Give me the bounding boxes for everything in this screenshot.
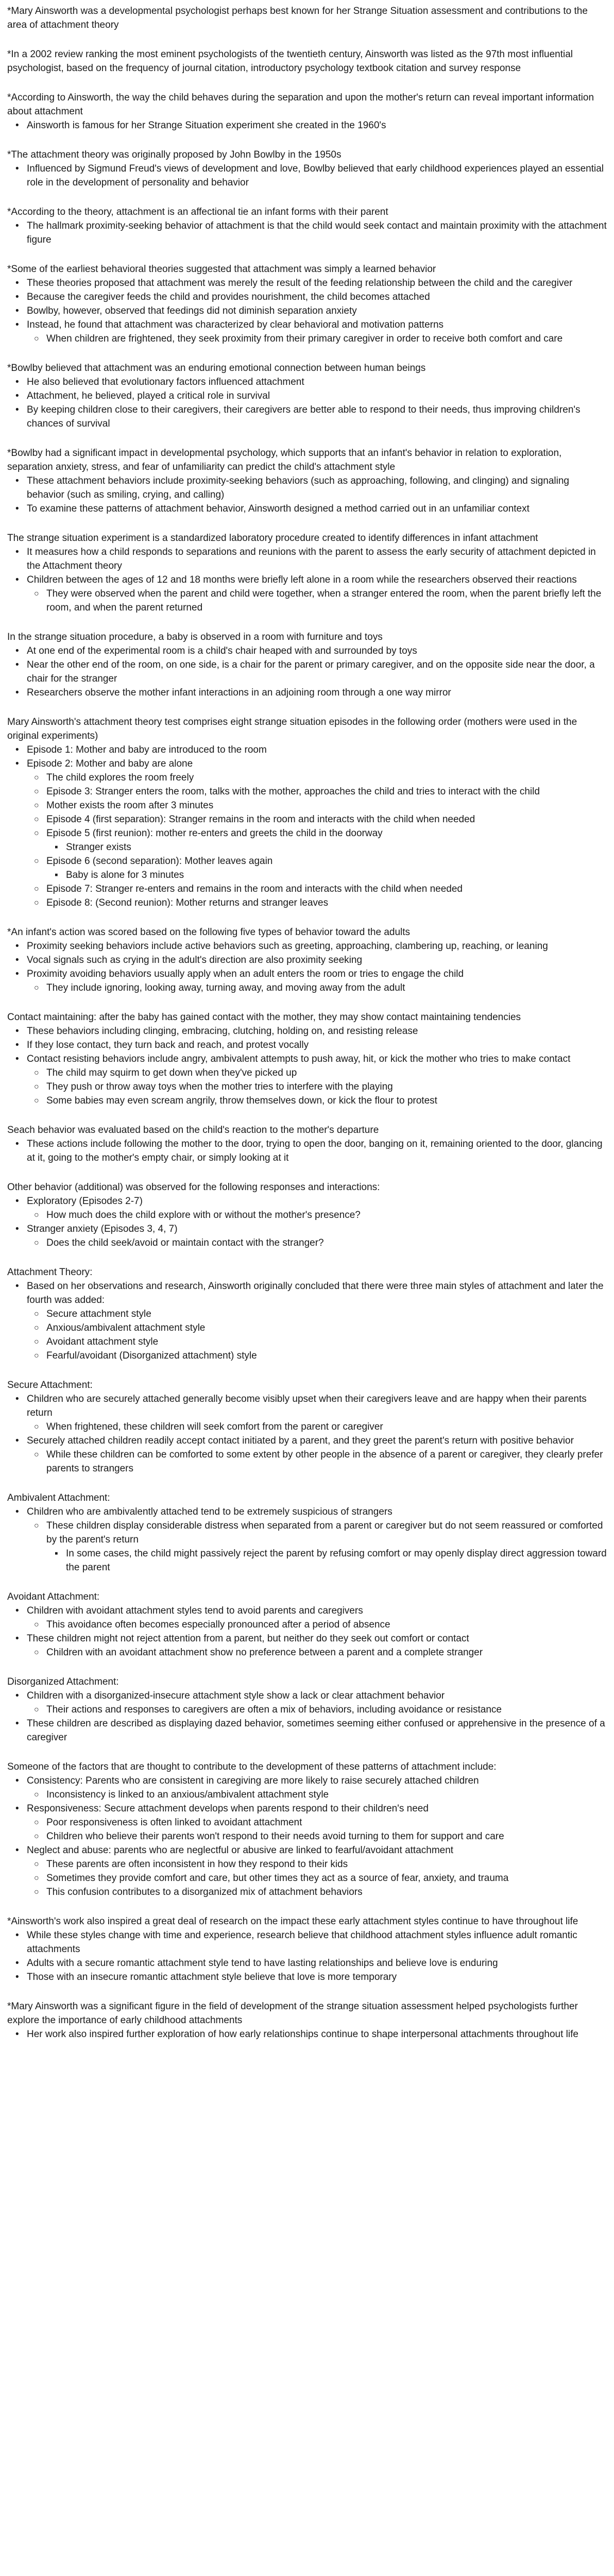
bullet-list-level-1 [7,219,607,247]
bullet-text: Children between the ages of 12 and 18 months were briefly left alone in a room while the researchers observed their reactions [27,574,577,585]
note-block [7,1675,607,1744]
bullet-item [27,375,607,389]
bullet-item [46,1080,607,1094]
bullet-text: Neglect and abuse: parents who are neglectful or abusive are linked to fearful/avoidant attachment [27,1845,454,1856]
note-paragraph: Contact maintaining: after the baby has gained contact with the mother, they may show contact maintaining tendencies [7,1012,521,1023]
bullet-text: Because the caregiver feeds the child and provides nourishment, the child becomes attached [27,292,430,302]
bullet-item [27,1052,607,1108]
note-paragraph: Avoidant Attachment: [7,1591,100,1602]
note-paragraph: The strange situation experiment is a standardized laboratory procedure created to identify differences in infant attachment [7,533,538,544]
note-paragraph: Disorganized Attachment: [7,1676,119,1687]
bullet-text: These parents are often inconsistent in how they respond to their kids [46,1859,348,1870]
note-paragraph: *Ainsworth's work also inspired a great deal of research on the impact these early attachment styles continue to have throughout life [7,1916,578,1927]
bullet-text: These actions include following the mother to the door, trying to open the door, banging on it, remaining oriented to the door, glancing at it, going to the mother's empty chair, or simply looking at it [27,1139,603,1163]
bullet-text: Her work also inspired further exploration of how early relationships continue to shape interpersonal attachments throughout life [27,2029,578,2040]
note-block [7,205,607,247]
bullet-list-level-2 [27,1448,607,1476]
bullet-text: Episode 6 (second separation): Mother leaves again [46,856,273,867]
bullet-item [46,1066,607,1080]
bullet-item [46,1703,607,1717]
note-paragraph: Someone of the factors that are thought to contribute to the development of these patterns of attachment include: [7,1761,497,1772]
note-block [7,262,607,346]
bullet-text: Near the other end of the room, on one side, is a chair for the parent or primary caregiver, and on the opposite side near the door, a chair for the stranger [27,659,595,684]
bullet-item [27,644,607,658]
bullet-item [27,1505,607,1574]
bullet-list-level-2 [27,1066,607,1108]
bullet-text: These children might not reject attention from a parent, but neither do they seek out comfort or contact [27,1633,469,1644]
bullet-list-level-2 [27,1420,607,1434]
bullet-list-level-2 [27,1307,607,1363]
bullet-text: The child explores the room freely [46,772,194,783]
bullet-item [27,318,607,346]
note-paragraph: *Mary Ainsworth was a significant figure in the field of development of the strange situation assessment helped psychologists further explore the importance of early childhood attachments [7,2001,578,2026]
bullet-text: It measures how a child responds to separations and reunions with the parent to assess the early security of attachment depicted in the Attachment theory [27,547,596,571]
bullet-item [27,1194,607,1222]
bullet-item [46,1335,607,1349]
bullet-item [46,1448,607,1476]
bullet-text: Episode 7: Stranger re-enters and remains in the room and interacts with the child when needed [46,884,463,894]
bullet-item [46,1829,607,1843]
bullet-item [66,868,607,882]
bullet-text: By keeping children close to their caregivers, their caregivers are better able to respond to their needs, thus improving children's chances of survival [27,404,581,429]
bullet-text: Stranger exists [66,842,131,853]
bullet-item [27,658,607,686]
note-block [7,4,607,32]
note-block [7,925,607,995]
note-paragraph: *An infant's action was scored based on the following five types of behavior toward the adults [7,927,411,938]
bullet-list-level-1 [7,644,607,700]
bullet-list-level-1 [7,474,607,516]
bullet-list-level-1 [7,1137,607,1165]
bullet-text: Anxious/ambivalent attachment style [46,1323,206,1333]
bullet-list-level-1 [7,545,607,615]
bullet-text: Children who are securely attached generally become visibly upset when their caregivers leave and are happy when their parents return [27,1394,587,1418]
bullet-item [46,1646,607,1659]
bullet-text: Does the child seek/avoid or maintain contact with the stranger? [46,1238,324,1248]
bullet-text: They include ignoring, looking away, turning away, and moving away from the adult [46,982,405,993]
bullet-item [46,1307,607,1321]
note-paragraph: *According to the theory, attachment is an affectional tie an infant forms with their parent [7,207,388,217]
bullet-text: They were observed when the parent and child were together, when a stranger entered the room, when the parent briefly left the room, and when the parent returned [46,588,602,613]
bullet-text: This avoidance often becomes especially pronounced after a period of absence [46,1619,390,1630]
bullet-item [27,1392,607,1434]
bullet-item [46,896,607,910]
bullet-item [46,1519,607,1574]
bullet-item [46,882,607,896]
bullet-text: Their actions and responses to caregivers are often a mix of behaviors, including avoidance or resistance [46,1704,502,1715]
note-block [7,1914,607,1984]
note-block [7,47,607,75]
note-block [7,1999,607,2041]
bullet-list-level-1 [7,1194,607,1250]
bullet-text: Bowlby, however, observed that feedings did not diminish separation anxiety [27,306,357,316]
bullet-list-level-2 [27,1816,607,1843]
bullet-list-level-2 [27,1646,607,1659]
bullet-list-level-2 [27,1788,607,1802]
bullet-item [46,1094,607,1108]
note-paragraph: Secure Attachment: [7,1380,93,1391]
note-block [7,531,607,615]
bullet-text: These theories proposed that attachment was merely the result of the feeding relationship between the child and the caregiver [27,278,573,289]
bullet-text: These children display considerable distress when separated from a parent or caregiver but do not seem reassured or comforted by the parent's return [46,1520,603,1545]
bullet-text: They push or throw away toys when the mother tries to interfere with the playing [46,1081,393,1092]
bullet-text: Exploratory (Episodes 2-7) [27,1196,143,1207]
bullet-item [27,389,607,403]
bullet-text: These attachment behaviors include proximity-seeking behaviors (such as approaching, following, and clinging) and signaling behavior (such as smiling, crying, and calling) [27,476,569,500]
bullet-text: When children are frightened, they seek proximity from their primary caregiver in order to receive both comfort and care [46,333,563,344]
bullet-item [27,474,607,502]
note-paragraph: *According to Ainsworth, the way the child behaves during the separation and upon the mother's return can reveal important information about attachment [7,92,594,117]
bullet-text: While these children can be comforted to some extent by other people in the absence of a parent or caregiver, they clearly prefer parents to strangers [46,1449,603,1474]
note-block [7,1010,607,1108]
bullet-item [27,403,607,431]
bullet-item [46,1816,607,1829]
bullet-text: Those with an insecure romantic attachment style believe that love is more temporary [27,1972,397,1982]
bullet-text: Adults with a secure romantic attachment style tend to have lasting relationships and believe love is enduring [27,1958,498,1969]
note-block [7,630,607,700]
bullet-text: How much does the child explore with or without the mother's presence? [46,1210,361,1221]
note-block [7,1491,607,1574]
bullet-list-level-2 [27,771,607,910]
bullet-list-level-1 [7,276,607,346]
bullet-text: Proximity avoiding behaviors usually apply when an adult enters the room or tries to engage the child [27,969,464,979]
bullet-item [66,840,607,854]
bullet-list-level-1 [7,1024,607,1108]
bullet-item [27,1279,607,1363]
bullet-item [46,1788,607,1802]
note-block [7,1123,607,1165]
bullet-item [27,1802,607,1843]
bullet-list-level-2 [27,1857,607,1899]
bullet-text: Children who believe their parents won't respond to their needs avoid turning to them for support and care [46,1831,504,1842]
bullet-item [66,1547,607,1574]
bullet-text: These behaviors including clinging, embracing, clutching, holding on, and resisting release [27,1026,418,1037]
bullet-item [27,1222,607,1250]
bullet-text: Baby is alone for 3 minutes [66,870,184,880]
bullet-item [46,1618,607,1632]
bullet-item [46,826,607,854]
bullet-text: He also believed that evolutionary factors influenced attachment [27,377,304,387]
bullet-item [46,799,607,812]
bullet-item [46,1349,607,1363]
note-block [7,1760,607,1899]
bullet-item [27,1956,607,1970]
bullet-list-level-1 [7,1604,607,1659]
bullet-text: Fearful/avoidant (Disorganized attachment) style [46,1350,257,1361]
bullet-list-level-1 [7,162,607,190]
bullet-text: Children with avoidant attachment styles tend to avoid parents and caregivers [27,1605,363,1616]
note-paragraph: Other behavior (additional) was observed for the following responses and interactions: [7,1182,380,1193]
note-block [7,446,607,516]
bullet-item [27,1970,607,1984]
bullet-item [27,1689,607,1717]
bullet-item [27,1774,607,1802]
bullet-text: If they lose contact, they turn back and reach, and protest vocally [27,1040,309,1050]
bullet-text: Episode 4 (first separation): Stranger remains in the room and interacts with the child when needed [46,814,475,825]
bullet-item [46,785,607,799]
bullet-item [27,686,607,700]
note-paragraph: Attachment Theory: [7,1267,93,1278]
bullet-item [46,1871,607,1885]
bullet-list-level-2 [27,1236,607,1250]
bullet-text: While these styles change with time and experience, research believe that childhood attachment styles influence adult romantic attachments [27,1930,577,1955]
bullet-list-level-2 [27,1208,607,1222]
bullet-text: Episode 1: Mother and baby are introduced to the room [27,744,267,755]
bullet-list-level-1 [7,1928,607,1984]
bullet-list-level-1 [7,1279,607,1363]
bullet-item [27,939,607,953]
bullet-item [27,1843,607,1899]
bullet-list-level-1 [7,1774,607,1899]
bullet-item [46,1885,607,1899]
bullet-text: Instead, he found that attachment was characterized by clear behavioral and motivation patterns [27,319,444,330]
note-paragraph: Seach behavior was evaluated based on the child's reaction to the mother's departure [7,1125,379,1136]
bullet-item [27,743,607,757]
bullet-item [46,771,607,785]
note-paragraph: *Some of the earliest behavioral theories suggested that attachment was simply a learned behavior [7,264,436,275]
bullet-text: Consistency: Parents who are consistent in caregiving are more likely to raise securely attached children [27,1775,479,1786]
bullet-text: Episode 5 (first reunion): mother re-enters and greets the child in the doorway [46,828,383,839]
bullet-item [46,812,607,826]
bullet-list-level-2 [27,1618,607,1632]
bullet-item [27,573,607,615]
bullet-text: This confusion contributes to a disorganized mix of attachment behaviors [46,1887,363,1897]
bullet-list-level-1 [7,1392,607,1476]
bullet-text: Children with an avoidant attachment show no preference between a parent and a complete stranger [46,1647,483,1658]
bullet-list-level-2 [27,332,607,346]
bullet-item [46,1420,607,1434]
bullet-item [27,1604,607,1632]
bullet-list-level-3 [46,840,607,854]
bullet-item [27,1928,607,1956]
bullet-item [27,1434,607,1476]
bullet-item [46,854,607,882]
bullet-item [46,1208,607,1222]
note-block [7,1180,607,1250]
bullet-text: Ainsworth is famous for her Strange Situation experiment she created in the 1960's [27,120,386,131]
bullet-item [27,757,607,910]
bullet-list-level-1 [7,1505,607,1574]
bullet-list-level-1 [7,2027,607,2041]
note-paragraph: *Bowlby had a significant impact in developmental psychology, which supports that an infant's behavior in relation to exploration, separation anxiety, stress, and fear of unfamiliarity can predict the child's attachment style [7,448,562,472]
bullet-text: Mother exists the room after 3 minutes [46,800,214,811]
bullet-text: Vocal signals such as crying in the adult's direction are also proximity seeking [27,955,363,965]
bullet-text: Securely attached children readily accept contact initiated by a parent, and they greet the parent's return with positive behavior [27,1435,574,1446]
note-paragraph: *Bowlby believed that attachment was an enduring emotional connection between human beings [7,363,426,374]
bullet-list-level-2 [27,1519,607,1574]
bullet-text: Poor responsiveness is often linked to avoidant attachment [46,1817,302,1828]
note-paragraph: *The attachment theory was originally proposed by John Bowlby in the 1950s [7,149,342,160]
note-block [7,715,607,910]
bullet-item [27,304,607,318]
bullet-text: Sometimes they provide comfort and care, but other times they act as a source of fear, anxiety, and trauma [46,1873,509,1884]
note-paragraph: Ambivalent Attachment: [7,1493,110,1503]
note-block [7,1265,607,1363]
bullet-item [27,1137,607,1165]
bullet-item [27,502,607,516]
bullet-list-level-2 [27,587,607,615]
bullet-item [46,1321,607,1335]
bullet-item [27,1024,607,1038]
note-paragraph: Mary Ainsworth's attachment theory test comprises eight strange situation episodes in the following order (mothers were used in the original experiments) [7,717,577,741]
bullet-text: Episode 2: Mother and baby are alone [27,758,193,769]
bullet-item [27,1038,607,1052]
bullet-item [46,332,607,346]
bullet-list-level-2 [27,1703,607,1717]
note-paragraph: In the strange situation procedure, a baby is observed in a room with furniture and toys [7,632,383,642]
bullet-item [27,967,607,995]
bullet-list-level-3 [46,868,607,882]
bullet-list-level-1 [7,118,607,132]
bullet-list-level-1 [7,939,607,995]
bullet-text: When frightened, these children will seek comfort from the parent or caregiver [46,1421,383,1432]
bullet-list-level-1 [7,375,607,431]
bullet-text: Proximity seeking behaviors include active behaviors such as greeting, approaching, clambering up, reaching, or leaning [27,941,548,952]
bullet-text: Avoidant attachment style [46,1336,159,1347]
note-block [7,1590,607,1659]
bullet-text: Some babies may even scream angrily, throw themselves down, or kick the flour to protest [46,1095,437,1106]
bullet-item [27,276,607,290]
bullet-item [46,587,607,615]
bullet-item [46,1857,607,1871]
bullet-item [27,2027,607,2041]
bullet-list-level-1 [7,743,607,910]
bullet-text: Children who are ambivalently attached tend to be extremely suspicious of strangers [27,1506,393,1517]
bullet-item [27,162,607,190]
bullet-item [27,545,607,573]
bullet-item [27,290,607,304]
bullet-item [27,219,607,247]
bullet-text: Episode 8: (Second reunion): Mother returns and stranger leaves [46,897,329,908]
bullet-item [27,1632,607,1659]
note-block [7,1378,607,1476]
bullet-text: Attachment, he believed, played a critical role in survival [27,391,270,401]
bullet-item [46,1236,607,1250]
bullet-text: Stranger anxiety (Episodes 3, 4, 7) [27,1224,178,1234]
bullet-list-level-1 [7,1689,607,1744]
bullet-text: Episode 3: Stranger enters the room, talks with the mother, approaches the child and tries to interact with the child [46,786,540,797]
bullet-text: Contact resisting behaviors include angry, ambivalent attempts to push away, hit, or kick the mother who tries to make contact [27,1054,571,1064]
bullet-text: Based on her observations and research, Ainsworth originally concluded that there were three main styles of attachment and later the fourth was added: [27,1281,604,1306]
bullet-item [27,1717,607,1744]
bullet-list-level-3 [46,1547,607,1574]
bullet-text: Researchers observe the mother infant interactions in an adjoining room through a one way mirror [27,687,451,698]
bullet-text: Influenced by Sigmund Freud's views of development and love, Bowlby believed that early childhood experiences played an essential role in the development of personality and behavior [27,163,604,188]
bullet-text: Responsiveness: Secure attachment develops when parents respond to their children's need [27,1803,429,1814]
bullet-text: Inconsistency is linked to an anxious/ambivalent attachment style [46,1789,329,1800]
bullet-text: In some cases, the child might passively reject the parent by refusing comfort or may openly display direct aggression toward the parent [66,1548,607,1573]
bullet-text: Children with a disorganized-insecure attachment style show a lack or clear attachment behavior [27,1690,445,1701]
bullet-text: These children are described as displaying dazed behavior, sometimes seeming either confused or apprehensive in the presence of a caregiver [27,1718,605,1743]
bullet-item [27,953,607,967]
bullet-list-level-2 [27,981,607,995]
bullet-item [27,118,607,132]
bullet-item [46,981,607,995]
note-block [7,361,607,431]
bullet-text: Secure attachment style [46,1309,151,1319]
bullet-text: The hallmark proximity-seeking behavior of attachment is that the child would seek contact and maintain proximity with the attachment figure [27,221,607,245]
note-paragraph: *Mary Ainsworth was a developmental psychologist perhaps best known for her Strange Situation assessment and contributions to the area of attachment theory [7,6,588,30]
bullet-text: To examine these patterns of attachment behavior, Ainsworth designed a method carried out in an unfamiliar context [27,503,530,514]
note-block [7,91,607,132]
note-block [7,148,607,190]
bullet-text: The child may squirm to get down when they've picked up [46,1067,297,1078]
bullet-text: At one end of the experimental room is a child's chair heaped with and surrounded by toys [27,646,417,656]
note-paragraph: *In a 2002 review ranking the most eminent psychologists of the twentieth century, Ainsworth was listed as the 97th most influential psychologist, based on the frequency of journal citation, introductory psychology textbook citation and survey response [7,49,573,74]
